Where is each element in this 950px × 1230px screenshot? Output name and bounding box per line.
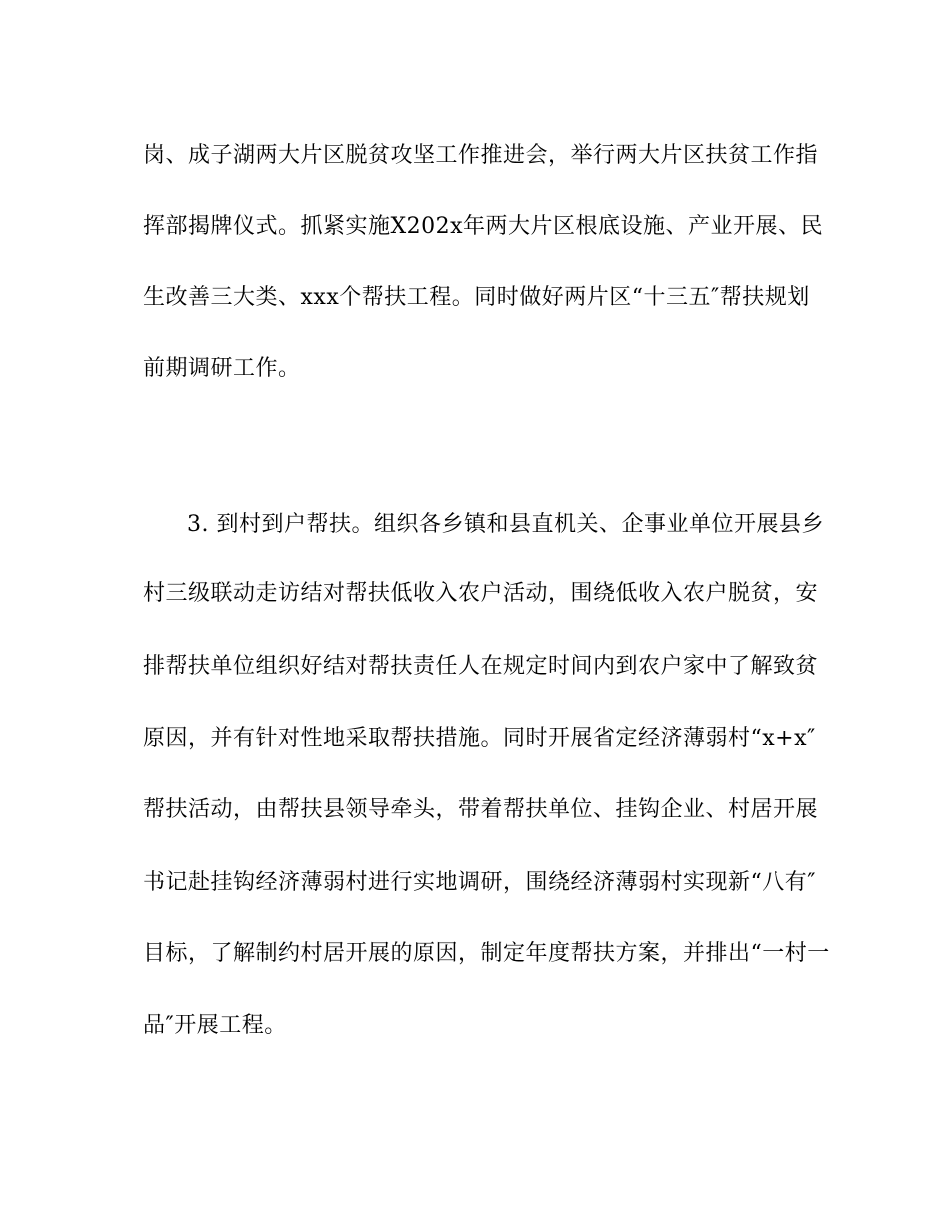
text-line: 帮扶活动，由帮扶县领导牵头，带着帮扶单位、挂钩企业、村居开展	[143, 797, 819, 822]
text-line: 原因，并有针对性地采取帮扶措施。同时开展省定经济薄弱村“x+x″	[143, 726, 816, 751]
text-line: 岗、成子湖两大片区脱贫攻坚工作推进会，举行两大片区扶贫工作指	[143, 143, 819, 168]
text-line: 村三级联动走访结对帮扶低收入农户活动，围绕低收入农户脱贫，安	[143, 581, 819, 606]
text-line: 排帮扶单位组织好结对帮扶责任人在规定时间内到农户家中了解致贫	[143, 654, 819, 679]
text-line: 品″开展工程。	[143, 1013, 287, 1038]
text-line: 目标，了解制约村居开展的原因，制定年度帮扶方案，并排出“一村一	[143, 941, 830, 966]
text-line: 3. 到村到户帮扶。组织各乡镇和县直机关、企事业单位开展县乡	[187, 512, 824, 537]
text-line: 书记赴挂钩经济薄弱村进行实地调研，围绕经济薄弱村实现新“八有″	[143, 870, 816, 895]
text-line: 生改善三大类、xxx个帮扶工程。同时做好两片区“十三五″帮扶规划	[143, 285, 810, 310]
text-line: 挥部揭牌仪式。抓紧实施X202x年两大片区根底设施、产业开展、民	[143, 214, 824, 239]
text-line: 前期调研工作。	[143, 356, 301, 381]
